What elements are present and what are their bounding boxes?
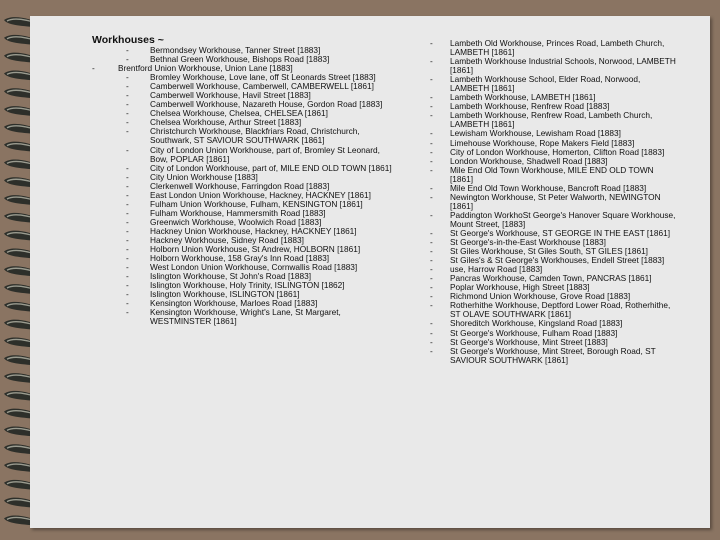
left-list-item	[92, 146, 392, 164]
right-list-item	[424, 111, 676, 129]
item-text: Mile End Old Town Workhouse, Bancroft Road [1883]	[450, 182, 647, 193]
bullet-marker: -	[126, 198, 129, 209]
item-text: Fulham Workhouse, Hammersmith Road [1883]	[150, 207, 326, 218]
bullet-marker: -	[430, 164, 433, 175]
item-text: City Union Workhouse [1883]	[150, 171, 258, 182]
item-text: Camberwell Workhouse, Nazareth House, Gordon Road [1883]	[150, 99, 383, 110]
item-text: use, Harrow Road [1883]	[450, 264, 543, 275]
bullet-marker: -	[126, 162, 129, 173]
bullet-marker: -	[126, 253, 129, 264]
right-list-item	[424, 193, 676, 211]
bullet-marker: -	[126, 180, 129, 191]
bullet-marker: -	[126, 307, 129, 318]
item-text: Bromley Workhouse, Love lane, off St Leonards Street [1883]	[150, 72, 376, 83]
bullet-marker: -	[430, 300, 433, 311]
left-list-item	[92, 308, 392, 326]
bullet-marker: -	[126, 234, 129, 245]
item-text: Lambeth Workhouse, Renfrew Road [1883]	[450, 101, 610, 112]
item-text: Shoreditch Workhouse, Kingsland Road [1883]	[450, 318, 623, 329]
bullet-marker: -	[126, 216, 129, 227]
bullet-marker: -	[430, 155, 433, 166]
item-text: City of London Workhouse, Homerton, Clifton Road [1883]	[450, 146, 665, 157]
item-text: Chelsea Workhouse, Chelsea, CHELSEA [1861]	[150, 108, 328, 119]
bullet-marker: -	[430, 101, 433, 112]
right-list-item	[424, 347, 676, 365]
bullet-marker: -	[430, 92, 433, 103]
item-text: Bermondsey Workhouse, Tanner Street [1883]	[150, 45, 321, 55]
bullet-marker: -	[430, 110, 433, 121]
bullet-marker: -	[126, 171, 129, 182]
item-text: Bethnal Green Workhouse, Bishops Road [1883]	[150, 54, 330, 65]
bullet-marker: -	[430, 191, 433, 202]
right-list-item	[424, 301, 676, 319]
item-text: Islington Workhouse, St John's Road [1883]	[150, 271, 312, 282]
bullet-marker: -	[430, 74, 433, 85]
right-list-item	[424, 75, 676, 93]
item-text: Lambeth Workhouse School, Elder Road, Norwood, LAMBETH [1861]	[450, 74, 641, 94]
item-text: Lambeth Workhouse, Renfrew Road, Lambeth Church, LAMBETH [1861]	[450, 110, 653, 130]
bullet-marker: -	[430, 182, 433, 193]
item-text: Camberwell Workhouse, Camberwell, CAMBERWELL [1861]	[150, 81, 374, 92]
bullet-marker: -	[126, 225, 129, 236]
left-column	[92, 34, 392, 326]
item-text: City of London Union Workhouse, part of, Bromley St Leonard, Bow, POPLAR [1861]	[150, 144, 380, 164]
left-list-item	[92, 127, 392, 145]
item-text: London Workhouse, Shadwell Road [1883]	[450, 155, 608, 166]
item-text: Paddington WorkhoSt George's Hanover Square Workhouse, Mount Street, [1883]	[450, 209, 676, 229]
item-text: St George's Workhouse, ST GEORGE IN THE EAST [1861]	[450, 227, 671, 238]
bullet-marker: -	[430, 38, 433, 48]
left-list	[92, 46, 392, 326]
bullet-marker: -	[430, 336, 433, 347]
right-list-item	[424, 211, 676, 229]
bullet-marker: -	[430, 291, 433, 302]
bullet-marker: -	[126, 280, 129, 291]
item-text: Greenwich Workhouse, Woolwich Road [1883]	[150, 216, 322, 227]
bullet-marker: -	[126, 126, 129, 137]
bullet-marker: -	[430, 264, 433, 275]
right-column	[424, 39, 676, 365]
item-text: Kensington Workhouse, Wright's Lane, St Margaret, WESTMINSTER [1861]	[150, 307, 341, 327]
item-text: Newington Workhouse, St Peter Walworth, NEWINGTON [1861]	[450, 191, 661, 211]
bullet-marker: -	[126, 144, 129, 155]
bullet-marker: -	[126, 244, 129, 255]
page-title: Workhouses ~	[92, 34, 164, 46]
item-text: Mile End Old Town Workhouse, MILE END OLD TOWN [1861]	[450, 164, 654, 184]
item-text: Clerkenwell Workhouse, Farringdon Road [1883]	[150, 180, 330, 191]
bullet-marker: -	[430, 246, 433, 257]
item-text: Holborn Workhouse, 158 Gray's Inn Road [1883]	[150, 253, 329, 264]
item-text: St George's Workhouse, Mint Street, Borough Road, ST SAVIOUR SOUTHWARK [1861]	[450, 345, 656, 365]
bullet-marker: -	[430, 345, 433, 356]
item-text: St Giles Workhouse, St Giles South, ST GILES [1861]	[450, 246, 648, 257]
item-text: Christchurch Workhouse, Blackfriars Road, Christchurch, Southwark, ST SAVIOUR SOUTHWARK [1861]	[150, 126, 360, 146]
item-text: East London Union Workhouse, Hackney, HACKNEY [1861]	[150, 189, 371, 200]
item-text: Fulham Union Workhouse, Fulham, KENSINGTON [1861]	[150, 198, 363, 209]
item-text: Chelsea Workhouse, Arthur Street [1883]	[150, 117, 302, 128]
item-text: Brentford Union Workhouse, Union Lane [1883]	[118, 63, 293, 74]
bullet-marker: -	[430, 255, 433, 266]
item-text: Hackney Workhouse, Sidney Road [1883]	[150, 234, 304, 245]
item-text: Limehouse Workhouse, Rope Makers Field [1883]	[450, 137, 635, 148]
bullet-marker: -	[430, 318, 433, 329]
item-text: Poplar Workhouse, High Street [1883]	[450, 282, 590, 293]
item-text: Richmond Union Workhouse, Grove Road [1883]	[450, 291, 631, 302]
item-text: Islington Workhouse, ISLINGTON [1861]	[150, 289, 300, 300]
bullet-marker: -	[126, 298, 129, 309]
bullet-marker: -	[126, 117, 129, 128]
bullet-marker: -	[92, 63, 95, 74]
bullet-marker: -	[126, 99, 129, 110]
bullet-marker: -	[126, 189, 129, 200]
bullet-marker: -	[126, 108, 129, 119]
bullet-marker: -	[430, 282, 433, 293]
bullet-marker: -	[126, 289, 129, 300]
item-text: St Giles's & St George's Workhouses, Endell Street [1883]	[450, 255, 665, 266]
item-text: Rotherhithe Workhouse, Deptford Lower Road, Rotherhithe, ST OLAVE SOUTHWARK [1861]	[450, 300, 671, 320]
bullet-marker: -	[430, 137, 433, 148]
bullet-marker: -	[430, 327, 433, 338]
item-text: West London Union Workhouse, Cornwallis Road [1883]	[150, 262, 358, 273]
right-list-item	[424, 166, 676, 184]
right-list-item	[424, 57, 676, 75]
item-text: St George's-in-the-East Workhouse [1883]	[450, 237, 606, 248]
item-text: Lewisham Workhouse, Lewisham Road [1883]	[450, 128, 621, 139]
bullet-marker: -	[430, 56, 433, 67]
item-text: Islington Workhouse, Holy Trinity, ISLINGTON [1862]	[150, 280, 345, 291]
item-text: Kensington Workhouse, Marloes Road [1883]	[150, 298, 318, 309]
item-text: Lambeth Old Workhouse, Princes Road, Lambeth Church, LAMBETH [1861]	[450, 38, 665, 58]
bullet-marker: -	[430, 209, 433, 220]
bullet-marker: -	[126, 54, 129, 65]
item-text: Camberwell Workhouse, Havil Street [1883]	[150, 90, 311, 101]
bullet-marker: -	[126, 45, 129, 55]
item-text: Holborn Union Workhouse, St Andrew, HOLBORN [1861]	[150, 244, 361, 255]
item-text: Lambeth Workhouse Industrial Schools, Norwood, LAMBETH [1861]	[450, 56, 676, 76]
right-list	[424, 39, 676, 365]
bullet-marker: -	[430, 227, 433, 238]
bullet-marker: -	[430, 273, 433, 284]
item-text: Lambeth Workhouse, LAMBETH [1861]	[450, 92, 596, 103]
bullet-marker: -	[126, 72, 129, 83]
item-text: St George's Workhouse, Mint Street [1883]	[450, 336, 608, 347]
item-text: Hackney Union Workhouse, Hackney, HACKNEY [1861]	[150, 225, 357, 236]
bullet-marker: -	[430, 128, 433, 139]
bullet-marker: -	[126, 207, 129, 218]
bullet-marker: -	[126, 81, 129, 92]
bullet-marker: -	[126, 262, 129, 273]
bullet-marker: -	[430, 237, 433, 248]
right-list-item	[424, 39, 676, 57]
item-text: St George's Workhouse, Fulham Road [1883]	[450, 327, 618, 338]
bullet-marker: -	[430, 146, 433, 157]
item-text: City of London Workhouse, part of, MILE END OLD TOWN [1861]	[150, 162, 392, 173]
item-text: Pancras Workhouse, Camden Town, PANCRAS [1861]	[450, 273, 652, 284]
bullet-marker: -	[126, 90, 129, 101]
bullet-marker: -	[126, 271, 129, 282]
